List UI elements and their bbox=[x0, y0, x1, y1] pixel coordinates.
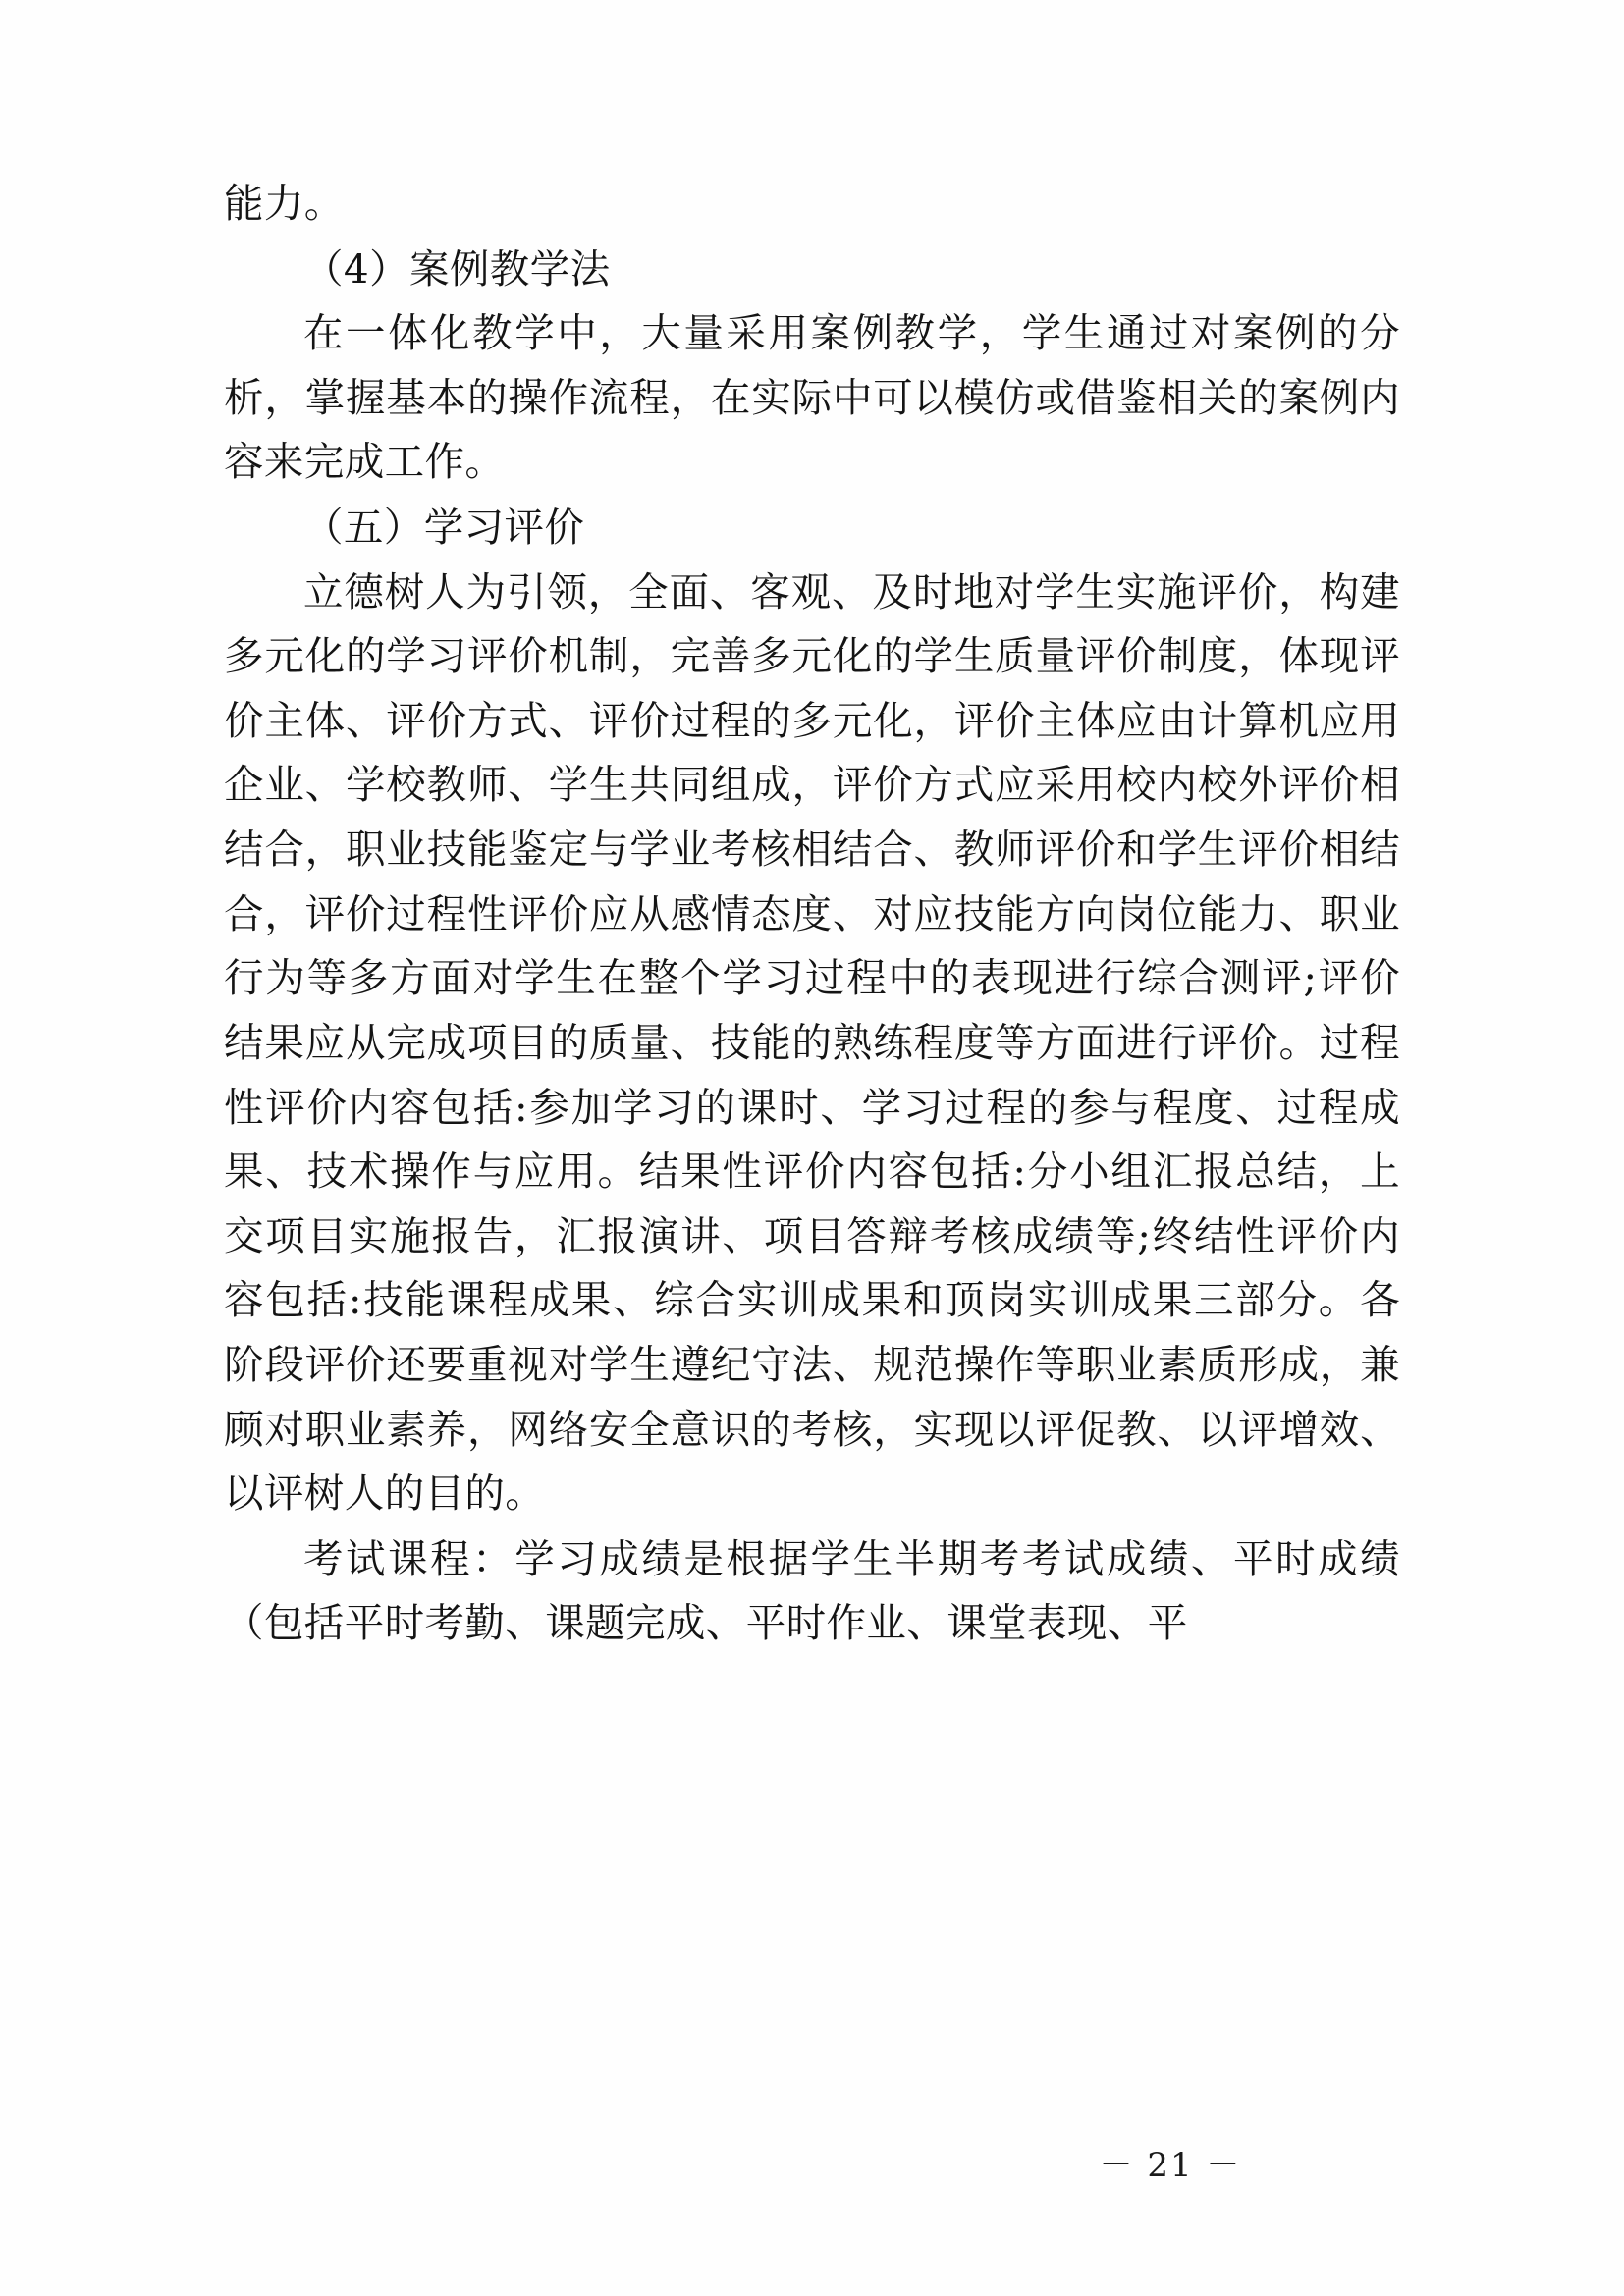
section-heading-case-method: （4）案例教学法 bbox=[303, 244, 611, 293]
paragraph-exam-courses: 考试课程：学习成绩是根据学生半期考考试成绩、平时成绩（包括平时考勤、课题完成、平时作业、课堂表现、平 bbox=[224, 1534, 1400, 1647]
paragraph-continued: 能力。 bbox=[224, 180, 345, 227]
page-footer bbox=[0, 2138, 1624, 2186]
section-heading-learning-evaluation: （五）学习评价 bbox=[303, 504, 585, 552]
page-number: － 21 － bbox=[1099, 2146, 1242, 2185]
document-body bbox=[224, 172, 1400, 1656]
paragraph-learning-evaluation: 立德树人为引领，全面、客观、及时地对学生实施评价，构建多元化的学习评价机制，完善多元化的学生质量评价制度，体现评价主体、评价方式、评价过程的多元化，评价主体应由计算机应用企业、学校教师、学生共同组成，评价方式应采用校内校外评价相结合，职业技能鉴定与学业考核相结合、教师评价和学生评价相结合，评价过程性评价应从感情态度、对应技能方向岗位能力、职业行为等多方面对学生在整个学习过程中的表现进行综合测评;评价结果应从完成项目的质量、技能的熟练程度等方面进行评价。过程性评价内容包括:参加学习的课时、学习过程的参与程度、过程成果、技术操作与应用。结果性评价内容包括:分小组汇报总结，上交项目实施报告，汇报演讲、项目答辩考核成绩等;终结性评价内容包括:技能课程成果、综合实训成果和顶岗实训成果三部分。各阶段评价还要重视对学生遵纪守法、规范操作等职业素质形成，兼顾对职业素养，网络安全意识的考核，实现以评促教、以评增效、以评树人的目的。 bbox=[224, 567, 1400, 1518]
paragraph-case-method: 在一体化教学中，大量采用案例教学，学生通过对案例的分析，掌握基本的操作流程，在实际中可以模仿或借鉴相关的案例内容来完成工作。 bbox=[224, 309, 1400, 486]
